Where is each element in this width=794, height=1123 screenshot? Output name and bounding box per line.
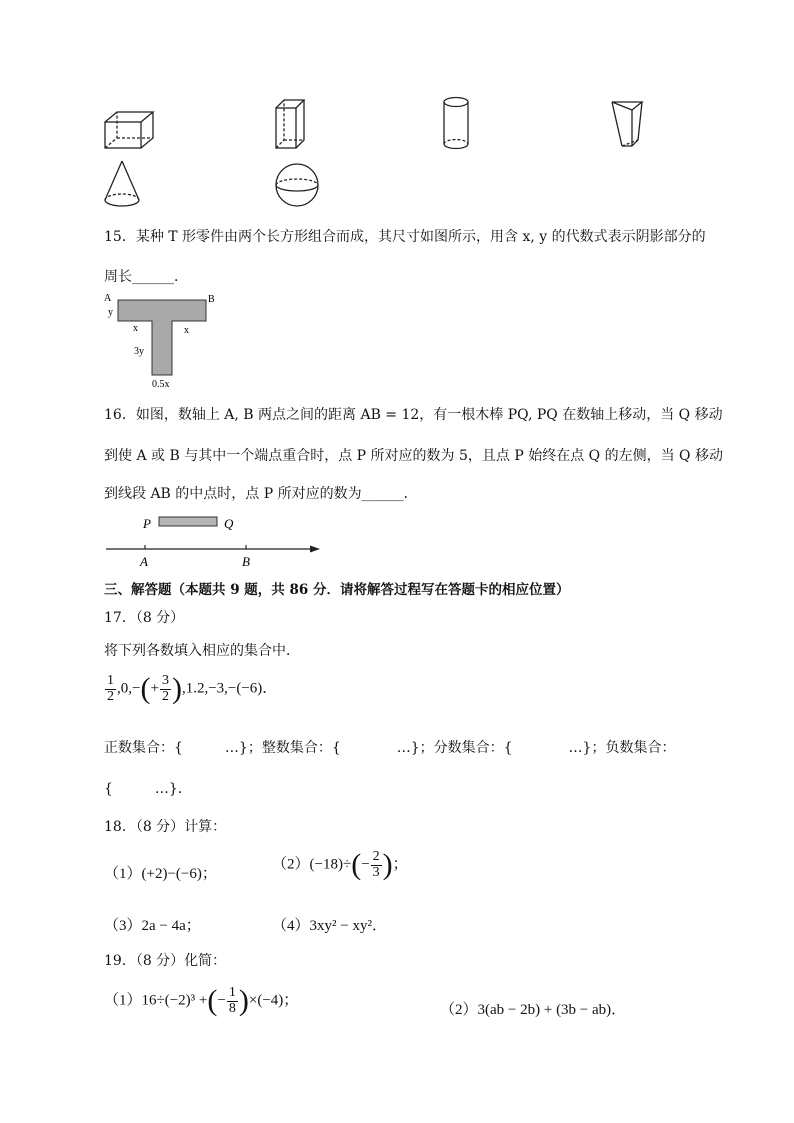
q18-head: 18．（8 分）计算： [104, 819, 227, 835]
fraction-one-half: $\frac{1}{2}$ [107, 673, 114, 704]
label-point-B: B [242, 554, 250, 569]
label-x-left: x [133, 323, 138, 334]
label-B: B [208, 294, 215, 305]
label-y: y [108, 307, 113, 318]
label-P: P [143, 516, 151, 531]
q17-sets-line2: { …}． [104, 781, 192, 797]
q18-part2: （2）(−18)÷(− $\frac{2}{3}$ )； [272, 848, 408, 882]
cube-solid [100, 108, 156, 152]
number-line-figure [100, 510, 330, 572]
fraction-three-halves: $\frac{3}{2}$ [161, 673, 169, 704]
label-3y: 3y [134, 346, 144, 357]
label-point-A: A [140, 554, 148, 569]
q18-part1: （1）(+2)−(−6)； [104, 866, 217, 882]
t-shape-figure [100, 290, 230, 392]
q19-part2: （2）3(ab − 2b) + (3b − ab)． [440, 1002, 627, 1018]
cone-solid [102, 158, 142, 210]
stick-pq [159, 517, 217, 526]
q15-line1: 15．某种 T 形零件由两个长方形组合而成，其尺寸如图所示，用含 x, y 的代数式表示阴影部分的 [104, 229, 706, 245]
q19-head: 19．（8 分）化简： [104, 953, 227, 969]
label-A: A [104, 293, 112, 304]
q17-number-list: $\frac{1}{2}$ ,0,−(+ $\frac{3}{2}$ ),1.2,−3,−(−6)． [107, 672, 278, 706]
section-heading: 三、解答题（本题共 9 题，共 86 分．请将解答过程写在答题卡的相应位置） [104, 582, 570, 598]
cylinder-solid [440, 94, 472, 152]
q15-line2: 周长______． [104, 269, 188, 285]
q19-part1: （1）16÷(−2)³ +(− $\frac{1}{8}$ )×(−4)； [104, 984, 299, 1018]
q17-head: 17．（8 分） [104, 610, 185, 626]
sphere-solid [272, 160, 322, 210]
fraction-one-eighth: $\frac{1}{8}$ [228, 985, 236, 1016]
q17-instr: 将下列各数填入相应的集合中． [104, 643, 300, 659]
q18-part4: （4）3xy² − xy²． [272, 918, 387, 934]
triangular-prism-solid [608, 98, 646, 150]
fraction-two-thirds: $\frac{2}{3}$ [372, 849, 380, 880]
t-shape-shaded [118, 300, 206, 375]
q16-line2: 到使 A 或 B 与其中一个端点重合时，点 P 所对应的数为 5，且点 P 始终在点 Q 的左侧，当 Q 移动 [104, 448, 723, 464]
q16-line1: 16．如图，数轴上 A, B 两点之间的距离 AB = 12，有一根木棒 PQ, PQ 在数轴上移动，当 Q 移动 [104, 407, 723, 423]
label-Q: Q [224, 516, 234, 531]
q16-line3: 到线段 AB 的中点时，点 P 所对应的数为______． [104, 486, 418, 502]
axis-arrow-icon [310, 546, 320, 553]
label-05x: 0.5x [152, 379, 170, 390]
q17-sets-line1: 正数集合：{ …}；整数集合：{ …}；分数集合：{ …}；负数集合： [104, 740, 676, 756]
q18-part3: （3）2a − 4a； [104, 918, 201, 934]
label-x-right: x [184, 325, 189, 336]
square-prism-solid [272, 96, 308, 152]
